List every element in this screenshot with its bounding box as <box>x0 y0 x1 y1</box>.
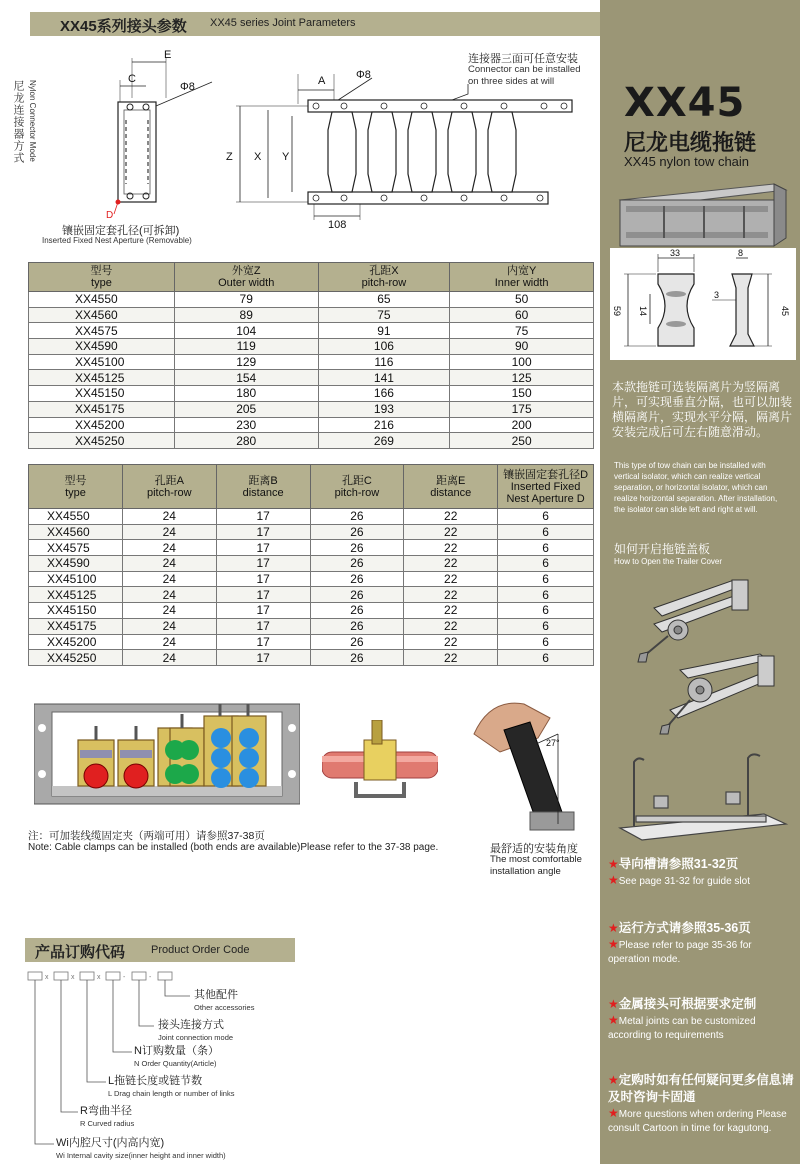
table-row <box>29 401 594 417</box>
dim-phi: Φ8 <box>180 81 195 93</box>
dim-8: 8 <box>738 248 744 258</box>
product-title-cn: 尼龙电缆拖链 <box>624 130 757 155</box>
value-cell: 100 <box>450 354 594 370</box>
value-cell: 17 <box>216 650 310 666</box>
value-cell: 75 <box>318 307 450 323</box>
cross-section-drawing <box>610 248 796 360</box>
value-cell: 26 <box>310 618 404 634</box>
value-cell: 22 <box>404 571 498 587</box>
svg-text:x: x <box>71 974 75 981</box>
value-cell: 17 <box>216 618 310 634</box>
isolator-description-cn: 本款拖链可选装隔离片为竖隔离片，可实现垂直分隔，也可以加装横隔离片，实现水平分隔，隔离片安装完成后可左右随意滑动。 <box>612 380 793 439</box>
dim-59: 59 <box>612 306 622 317</box>
value-cell: 154 <box>174 370 318 386</box>
svg-text:-: - <box>149 974 152 981</box>
value-cell: 6 <box>498 571 594 587</box>
clamp-note-en: Note: Cable clamps can be installed (both ends are available)Please refer to the 37-38 page. <box>28 842 439 853</box>
model-cell: XX45250 <box>29 650 123 666</box>
value-cell: 90 <box>450 339 594 355</box>
t1-header-inner-width: 内宽Y Inner width <box>450 263 594 292</box>
model-cell: XX45150 <box>29 386 175 402</box>
howto-title-en: How to Open the Trailer Cover <box>614 557 723 566</box>
value-cell: 26 <box>310 650 404 666</box>
value-cell: 24 <box>122 571 216 587</box>
t2-header-pitch-c: 孔距C pitch-row <box>310 465 404 509</box>
value-cell: 17 <box>216 587 310 603</box>
value-cell: 79 <box>174 292 318 308</box>
value-cell: 24 <box>122 556 216 572</box>
value-cell: 106 <box>318 339 450 355</box>
isolator-description-en: This type of tow chain can be installed with vertical isolator, which can realize vertical separation, or horizontal isolator, which can realize horizontal separation. After installation, the isolator can slide left and right at will. <box>614 461 778 514</box>
model-cell: XX4560 <box>29 524 123 540</box>
order-item-length: L拖链长度或链节数 L Drag chain length or number of links <box>108 1075 235 1098</box>
table-row <box>29 339 594 355</box>
value-cell: 17 <box>216 634 310 650</box>
value-cell: 26 <box>310 524 404 540</box>
angle-label: 27° <box>546 738 560 748</box>
order-code-header <box>25 938 295 962</box>
order-item-joint-mode: 接头连接方式 Joint connection mode <box>158 1019 234 1042</box>
dim-108: 108 <box>328 219 347 231</box>
model-cell: XX4550 <box>29 292 175 308</box>
nest-aperture-caption-cn: 镶嵌固定套孔径(可拆卸) <box>62 225 180 237</box>
value-cell: 26 <box>310 603 404 619</box>
dim-3: 3 <box>714 290 720 300</box>
value-cell: 75 <box>450 323 594 339</box>
value-cell: 24 <box>122 650 216 666</box>
value-cell: 17 <box>216 509 310 525</box>
dim-d: D <box>106 210 114 220</box>
value-cell: 6 <box>498 587 594 603</box>
model-cell: XX4575 <box>29 323 175 339</box>
value-cell: 24 <box>122 603 216 619</box>
value-cell: 6 <box>498 618 594 634</box>
header-title-cn: XX45系列接头参数 <box>60 18 187 35</box>
svg-text:x: x <box>45 974 49 981</box>
value-cell: 119 <box>174 339 318 355</box>
value-cell: 216 <box>318 417 450 433</box>
value-cell: 230 <box>174 417 318 433</box>
angle-caption-en-1: The most comfortable <box>490 854 582 865</box>
model-cell: XX45200 <box>29 417 175 433</box>
chain-illustration <box>614 180 790 250</box>
dim-a: A <box>318 75 326 87</box>
order-item-quantity: N订购数量（条） N Order Quantity(Article) <box>134 1045 219 1068</box>
table-row <box>29 634 594 650</box>
model-cell: XX4590 <box>29 556 123 572</box>
model-cell: XX45150 <box>29 603 123 619</box>
value-cell: 250 <box>450 433 594 449</box>
value-cell: 104 <box>174 323 318 339</box>
value-cell: 65 <box>318 292 450 308</box>
table-row <box>29 323 594 339</box>
t1-header-type: 型号 type <box>29 263 175 292</box>
spec-table-dimensions <box>28 262 594 449</box>
value-cell: 26 <box>310 634 404 650</box>
note-operation-mode: ★运行方式请参照35-36页 ★Please refer to page 35-36 for operation mode. <box>608 921 752 965</box>
angle-caption-cn: 最舒适的安装角度 <box>490 843 578 855</box>
clamp-note-cn: 注：可加装线缆固定夹（两端可用）请参照37-38页 <box>28 830 265 842</box>
value-cell: 26 <box>310 587 404 603</box>
header-title-en: XX45 series Joint Parameters <box>210 17 356 29</box>
value-cell: 6 <box>498 556 594 572</box>
value-cell: 6 <box>498 540 594 556</box>
order-item-accessories: 其他配件 Other accessories <box>194 989 255 1012</box>
table-row <box>29 587 594 603</box>
value-cell: 6 <box>498 634 594 650</box>
value-cell: 26 <box>310 556 404 572</box>
model-cell: XX45100 <box>29 354 175 370</box>
value-cell: 22 <box>404 650 498 666</box>
dim-14: 14 <box>638 306 648 317</box>
order-code-title-cn: 产品订购代码 <box>35 944 126 961</box>
product-sidebar <box>600 0 800 1164</box>
order-code-title-en: Product Order Code <box>151 944 250 956</box>
table-row <box>29 354 594 370</box>
table-row <box>29 386 594 402</box>
angle-caption-en-2: installation angle <box>490 866 561 877</box>
chain-link-drawing <box>222 56 598 232</box>
value-cell: 22 <box>404 603 498 619</box>
guide-bracket-illustration <box>614 752 790 844</box>
dim-z: Z <box>226 151 233 163</box>
table-row <box>29 571 594 587</box>
value-cell: 6 <box>498 603 594 619</box>
table-row <box>29 603 594 619</box>
t1-header-outer-width: 外宽Z Outer width <box>174 263 318 292</box>
joint-parameters-header <box>30 12 600 36</box>
value-cell: 17 <box>216 540 310 556</box>
cable-clamp-illustration <box>34 700 300 810</box>
table-row <box>29 433 594 449</box>
table-row <box>29 540 594 556</box>
dim-45: 45 <box>780 306 790 317</box>
table-row <box>29 307 594 323</box>
value-cell: 22 <box>404 509 498 525</box>
value-cell: 17 <box>216 556 310 572</box>
model-cell: XX45175 <box>29 618 123 634</box>
cover-opening-illustration <box>614 572 790 740</box>
svg-text:-: - <box>123 974 126 981</box>
table-row <box>29 509 594 525</box>
connector-note-cn: 连接器三面可任意安装 <box>468 53 578 65</box>
dim-e: E <box>164 49 172 61</box>
howto-title-cn: 如何开启拖链盖板 <box>614 542 711 556</box>
table-row <box>29 292 594 308</box>
connector-note-en-2: on three sides at will <box>468 76 555 87</box>
model-cell: XX45200 <box>29 634 123 650</box>
t2-header-pitch-a: 孔距A pitch-row <box>122 465 216 509</box>
value-cell: 60 <box>450 307 594 323</box>
joint-drawing <box>96 44 220 220</box>
value-cell: 6 <box>498 524 594 540</box>
dim-phi-8: Φ8 <box>356 69 371 81</box>
value-cell: 26 <box>310 571 404 587</box>
t2-header-type: 型号 type <box>29 465 123 509</box>
value-cell: 141 <box>318 370 450 386</box>
connector-mode-label: 尼龙连接器方式 Nylon Connector Mode <box>12 80 37 164</box>
table-row <box>29 556 594 572</box>
value-cell: 91 <box>318 323 450 339</box>
value-cell: 22 <box>404 540 498 556</box>
clamp-detail-illustration <box>322 720 438 802</box>
connector-note-en-1: Connector can be installed <box>468 64 581 75</box>
table-row <box>29 524 594 540</box>
model-cell: XX4575 <box>29 540 123 556</box>
value-cell: 22 <box>404 524 498 540</box>
model-cell: XX45125 <box>29 587 123 603</box>
value-cell: 17 <box>216 603 310 619</box>
spec-table-joint <box>28 464 594 666</box>
table-row <box>29 417 594 433</box>
value-cell: 6 <box>498 509 594 525</box>
note-consult: ★定购时如有任何疑问更多信息请及时咨询卡固通 ★More questions when ordering Please consult Cartoon in time for kagutong. <box>608 1073 794 1134</box>
value-cell: 24 <box>122 634 216 650</box>
order-item-cavity-size: Wi内腔尺寸(内高内宽) Wi Internal cavity size(inner height and inner width) <box>56 1137 226 1160</box>
nest-aperture-caption-en: Inserted Fixed Nest Aperture (Removable) <box>42 236 192 245</box>
note-metal-joints: ★金属接头可根据要求定制 ★Metal joints can be customized according to requirements <box>608 997 757 1041</box>
model-cell: XX45125 <box>29 370 175 386</box>
value-cell: 193 <box>318 401 450 417</box>
model-cell: XX4550 <box>29 509 123 525</box>
value-cell: 269 <box>318 433 450 449</box>
model-cell: XX45250 <box>29 433 175 449</box>
dim-x: X <box>254 151 262 163</box>
value-cell: 24 <box>122 509 216 525</box>
value-cell: 116 <box>318 354 450 370</box>
value-cell: 24 <box>122 587 216 603</box>
table-row <box>29 618 594 634</box>
brand-title: XX45 <box>624 80 746 126</box>
value-cell: 22 <box>404 556 498 572</box>
order-item-radius: R弯曲半径 R Curved radius <box>80 1105 135 1128</box>
model-cell: XX45175 <box>29 401 175 417</box>
model-cell: XX45100 <box>29 571 123 587</box>
model-cell: XX4560 <box>29 307 175 323</box>
dim-c: C <box>128 73 136 85</box>
t1-header-pitch-row: 孔距X pitch-row <box>318 263 450 292</box>
value-cell: 166 <box>318 386 450 402</box>
value-cell: 22 <box>404 587 498 603</box>
t2-header-distance-e: 距离E distance <box>404 465 498 509</box>
value-cell: 89 <box>174 307 318 323</box>
t2-header-distance-b: 距离B distance <box>216 465 310 509</box>
product-title-en: XX45 nylon tow chain <box>624 154 750 169</box>
note-guide-slot: ★导向槽请参照31-32页 ★See page 31-32 for guide slot <box>608 857 750 887</box>
value-cell: 50 <box>450 292 594 308</box>
value-cell: 26 <box>310 540 404 556</box>
installation-angle-photo <box>470 694 580 838</box>
value-cell: 200 <box>450 417 594 433</box>
value-cell: 129 <box>174 354 318 370</box>
value-cell: 17 <box>216 571 310 587</box>
value-cell: 22 <box>404 634 498 650</box>
value-cell: 175 <box>450 401 594 417</box>
value-cell: 24 <box>122 540 216 556</box>
value-cell: 205 <box>174 401 318 417</box>
t2-header-aperture-d: 镶嵌固定套孔径D Inserted Fixed Nest Aperture D <box>498 465 594 509</box>
value-cell: 125 <box>450 370 594 386</box>
table-row <box>29 370 594 386</box>
value-cell: 26 <box>310 509 404 525</box>
table-row <box>29 650 594 666</box>
value-cell: 24 <box>122 618 216 634</box>
dim-y: Y <box>282 151 290 163</box>
value-cell: 22 <box>404 618 498 634</box>
value-cell: 24 <box>122 524 216 540</box>
value-cell: 180 <box>174 386 318 402</box>
dim-33: 33 <box>670 248 681 258</box>
value-cell: 17 <box>216 524 310 540</box>
value-cell: 6 <box>498 650 594 666</box>
value-cell: 280 <box>174 433 318 449</box>
value-cell: 150 <box>450 386 594 402</box>
svg-text:x: x <box>97 974 101 981</box>
model-cell: XX4590 <box>29 339 175 355</box>
